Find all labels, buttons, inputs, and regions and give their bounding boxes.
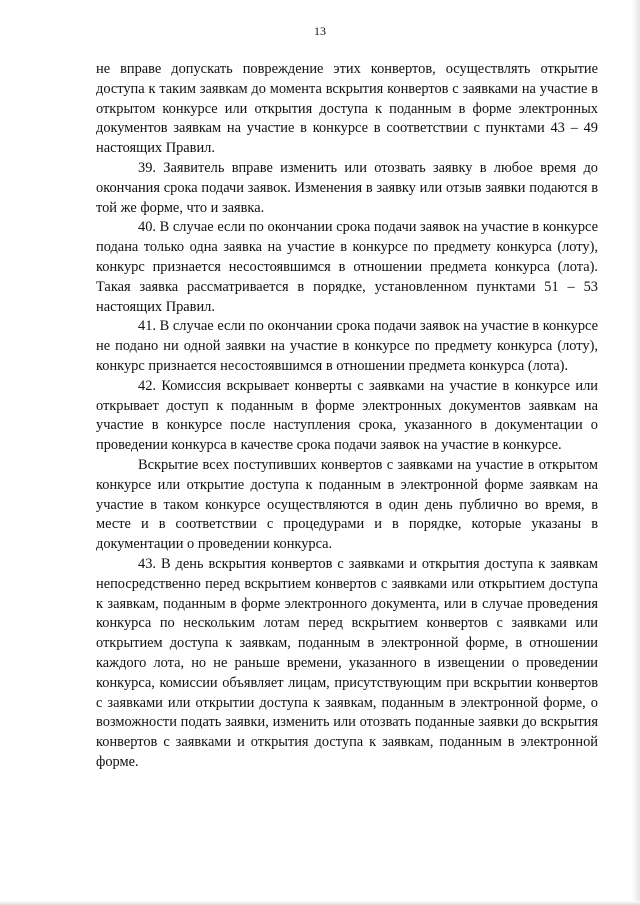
paragraph-continuation: не вправе допускать повреждение этих конвертов, осуществлять открытие доступа к таким заявкам до момента вскрытия конвертов с заявками на участие в открытом конкурсе или открытия доступа к поданным в форме электронных документов заявкам на участие в конкурсе в соответствии с пунктами 43 – 49 настоящих Правил. [96, 61, 598, 157]
scan-edge-right [632, 0, 640, 905]
paragraph-42: 42. Комиссия вскрывает конверты с заявками на участие в конкурсе или открывает доступ к поданным в форме электронных документов заявкам на участие в конкурсе после наступления срока, указанного в документации о проведении конкурса в качестве срока подачи заявок на участие в конкурсе. [96, 377, 598, 454]
paragraph-43: 43. В день вскрытия конвертов с заявками и открытия доступа к заявкам непосредственно перед вскрытием конвертов с заявками или открытием доступа к заявкам, поданным в форме электронного документа, или в случае проведения конкурса по нескольким лотам перед вскрытием конвертов с заявками или открытием доступа к заявкам, поданным в электронной форме, в отношении каждого лота, но не раньше времени, указанного в извещении о проведении конкурса, комиссии объявляет лицам, присутствующим при вскрытии конвертов с заявками или открытии доступа к заявкам, поданным в электронной форме, о возможности подать заявки, изменить или отозвать поданные заявки до вскрытия конвертов с заявками и открытия доступа к заявкам, поданным в электронной форме. [96, 555, 598, 770]
paragraph-41: 41. В случае если по окончании срока подачи заявок на участие в конкурсе не подано ни одной заявки на участие в конкурсе по предмету конкурса (лоту), конкурс признается несостоявшимся в отношении предмета конкурса (лота). [96, 318, 598, 374]
paragraph-42-part-2: Вскрытие всех поступивших конвертов с заявками на участие в открытом конкурсе или открытие доступа к поданным в электронной форме заявкам на участие в таком конкурсе осуществляются в один день публично во время, в месте и в соответствии с процедурами и в порядке, которые указаны в документации о проведении конкурса. [96, 456, 598, 553]
scan-edge-bottom [0, 901, 640, 905]
paragraph-39: 39. Заявитель вправе изменить или отозвать заявку в любое время до окончания срока подачи заявок. Изменения в заявку или отзыв заявки подаются в той же форме, что и заявка. [96, 159, 598, 216]
paragraph-40: 40. В случае если по окончании срока подачи заявок на участие в конкурсе подана только одна заявка на участие в конкурсе по предмету конкурса (лоту), конкурс признается несостоявшимся в отношении предмета конкурса (лота). Такая заявка рассматривается в порядке, установленном пунктами 51 – 53 настоящих Правил. [96, 219, 598, 315]
body-text [96, 60, 598, 773]
page-number: 13 [314, 24, 326, 38]
